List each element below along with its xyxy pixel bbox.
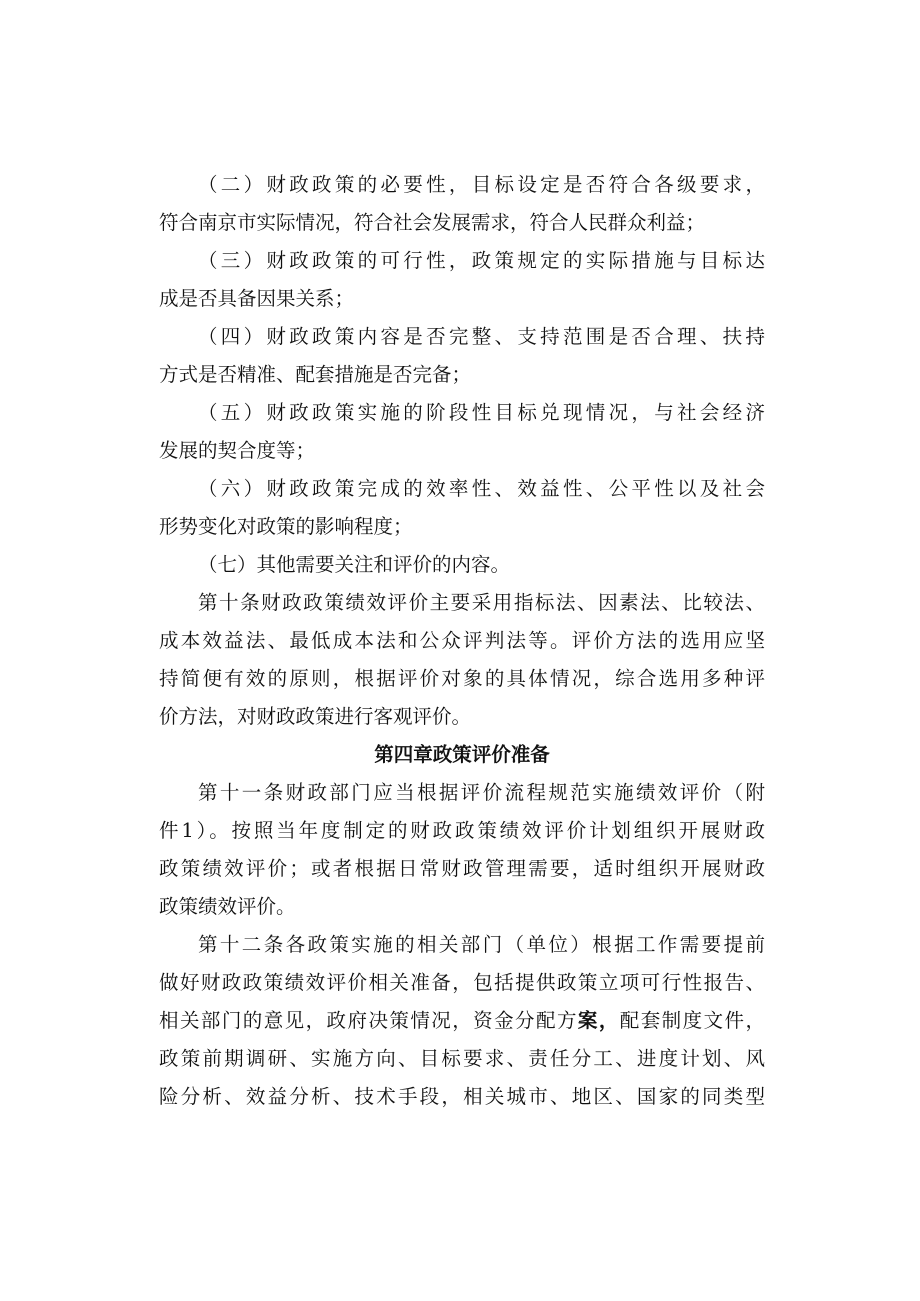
- item-2-line-1: （二）财政政策的必要性，目标设定是否符合各级要求，: [198, 173, 765, 196]
- item-6-line-2: 形势变化对政策的影响程度；: [159, 515, 413, 538]
- article-12-line-3-pre: 相关部门的意见，政府决策情况，资金分配方: [159, 1009, 578, 1032]
- item-5-line-1: （五）财政政策实施的阶段性目标兑现情况，与社会经济: [198, 401, 765, 424]
- item-3-line-2: 成是否具备因果关系；: [159, 287, 355, 310]
- document-page: [159, 166, 765, 1116]
- article-12-line-3-post: 配套制度文件，: [619, 1009, 765, 1032]
- article-12-line-5: 险分析、效益分析、技术手段，相关城市、地区、国家的同类型: [159, 1085, 765, 1108]
- article-11-line-3: 政策绩效评价；或者根据日常财政管理需要，适时组织开展财政: [159, 857, 765, 880]
- article-12-line-2: 做好财政政策绩效评价相关准备，包括提供政策立项可行性报告、: [159, 971, 765, 994]
- article-11-line-2: 件1）。按照当年度制定的财政政策绩效评价计划组织开展财政: [159, 819, 765, 842]
- item-4-line-1: （四）财政政策内容是否完整、支持范围是否合理、扶持: [198, 325, 765, 348]
- chapter-heading: 第四章政策评价准备: [374, 743, 550, 766]
- item-3-line-1: （三）财政政策的可行性，政策规定的实际措施与目标达: [198, 249, 765, 272]
- article-10-line-3: 持简便有效的原则，根据评价对象的具体情况，综合选用多种评: [159, 667, 765, 690]
- item-7-line-1: （七）其他需要关注和评价的内容。: [198, 553, 511, 576]
- item-4-line-2: 方式是否精准、配套措施是否完备；: [159, 363, 472, 386]
- article-12-line-3-bold: 案，: [577, 1009, 620, 1032]
- article-12-line-1: 第十二条各政策实施的相关部门（单位）根据工作需要提前: [198, 933, 765, 956]
- article-10-line-1: 第十条财政政策绩效评价主要采用指标法、因素法、比较法、: [198, 591, 765, 614]
- article-10-line-2: 成本效益法、最低成本法和公众评判法等。评价方法的选用应坚: [159, 629, 765, 652]
- article-12-line-3: [159, 1002, 765, 1040]
- item-6-line-1: （六）财政政策完成的效率性、效益性、公平性以及社会: [198, 477, 765, 500]
- article-10-line-4: 价方法，对财政政策进行客观评价。: [159, 705, 472, 728]
- item-5-line-2: 发展的契合度等；: [159, 439, 316, 462]
- item-2-line-2: 符合南京市实际情况，符合社会发展需求，符合人民群众利益；: [159, 211, 706, 234]
- article-12-line-4: 政策前期调研、实施方向、目标要求、责任分工、进度计划、风: [159, 1047, 765, 1070]
- article-11-line-1: 第十一条财政部门应当根据评价流程规范实施绩效评价（附: [198, 781, 765, 804]
- article-11-line-4: 政策绩效评价。: [159, 895, 296, 918]
